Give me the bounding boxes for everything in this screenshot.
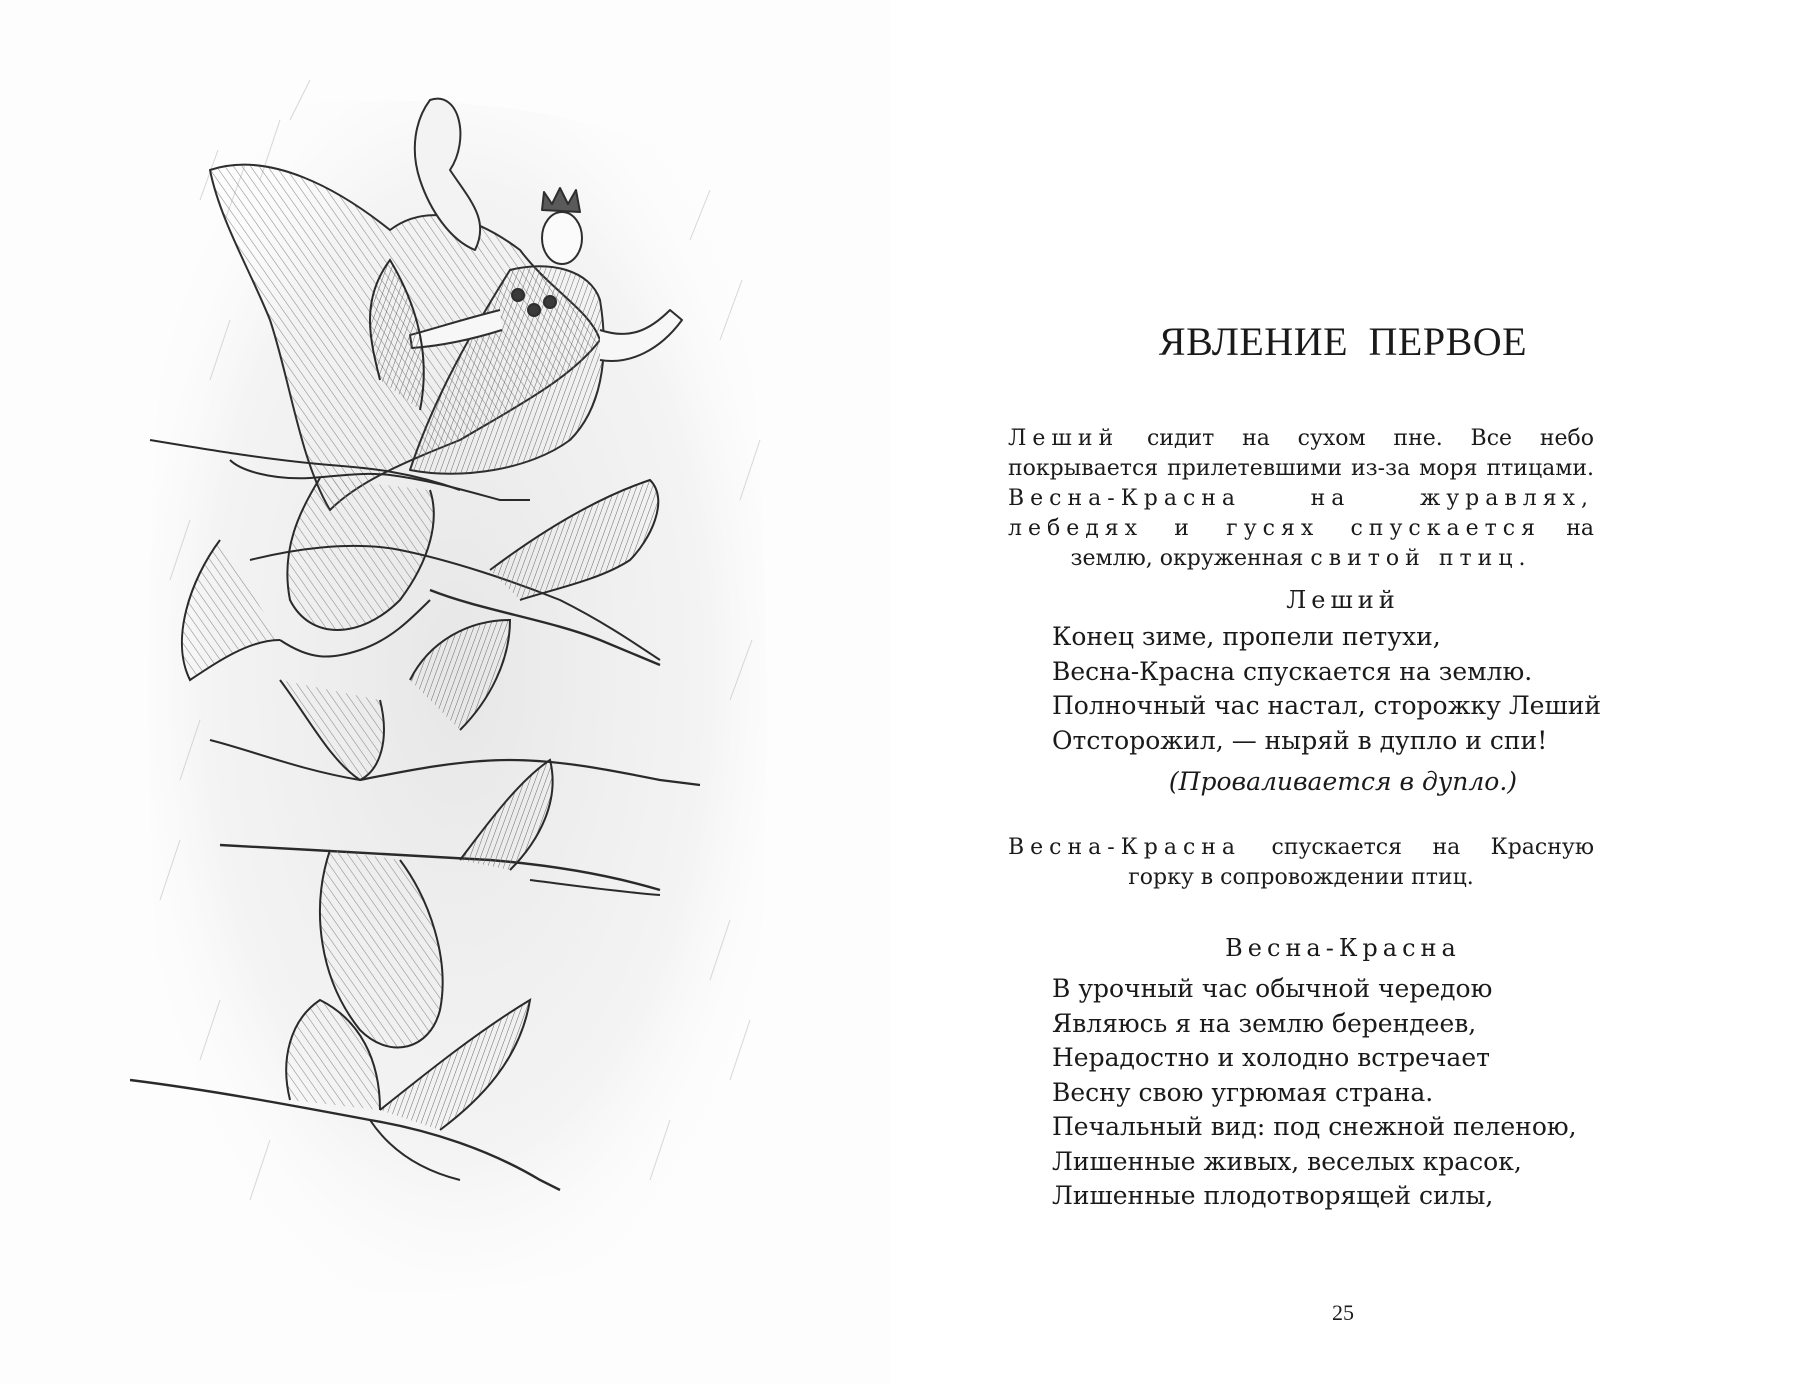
verse-line: Отсторожил, — ныряй в дупло и спи!	[1052, 725, 1548, 755]
verse-block	[1052, 972, 1577, 1214]
verse-line: Являюсь я на землю берендеев,	[1052, 1008, 1477, 1038]
stage-direction-1	[1008, 424, 1594, 574]
stage-direction-speaker: Леший	[1008, 426, 1120, 451]
speaker-name: Весна-Красна	[1225, 934, 1461, 962]
verse-line: Конец зиме, пропели петухи,	[1052, 622, 1441, 651]
stage-direction-speaker: Весна-Красна	[1008, 835, 1242, 860]
crane-illustration	[130, 80, 790, 1320]
stage-direction-spaced: Весна-Красна на журавлях, лебедях и гусях спускается	[1008, 486, 1594, 541]
stage-direction-2	[1008, 833, 1594, 893]
verse-block	[1052, 620, 1601, 758]
stage-direction-spaced-2: свитой птиц.	[1310, 546, 1532, 571]
verse-line: Весна-Красна спускается на землю.	[1052, 656, 1533, 686]
stage-direction-text: сидит на сухом пне. Все небо покрывается прилетевшими из-за моря птицами.	[1008, 426, 1594, 481]
verse-line: Полночный час настал, сторожку Леший	[1052, 691, 1602, 720]
left-page	[0, 0, 890, 1384]
verse-line: Весну свою угрюмая страна.	[1052, 1077, 1434, 1107]
stage-remark: (Проваливается в дупло.)	[1168, 767, 1518, 796]
scene-title: ЯВЛЕНИЕ ПЕРВОЕ	[1158, 319, 1528, 364]
page-number: 25	[1332, 1300, 1354, 1325]
stage-direction-text-2: на землю, окруженная	[1070, 516, 1594, 571]
right-page	[890, 0, 1800, 1384]
verse-line: Нерадостно и холодно встречает	[1052, 1043, 1490, 1072]
verse-line: Печальный вид: под снежной пеленою,	[1052, 1112, 1577, 1141]
verse-line: Лишенные живых, веселых красок,	[1052, 1146, 1522, 1176]
face	[542, 212, 582, 264]
speaker-name: Леший	[1286, 586, 1400, 614]
verse-line: В урочный час обычной чередою	[1052, 974, 1493, 1003]
stage-direction-text: спускается на Красную горку в сопровождении птиц.	[1128, 835, 1594, 890]
verse-line: Лишенные плодотворящей силы,	[1052, 1181, 1494, 1210]
